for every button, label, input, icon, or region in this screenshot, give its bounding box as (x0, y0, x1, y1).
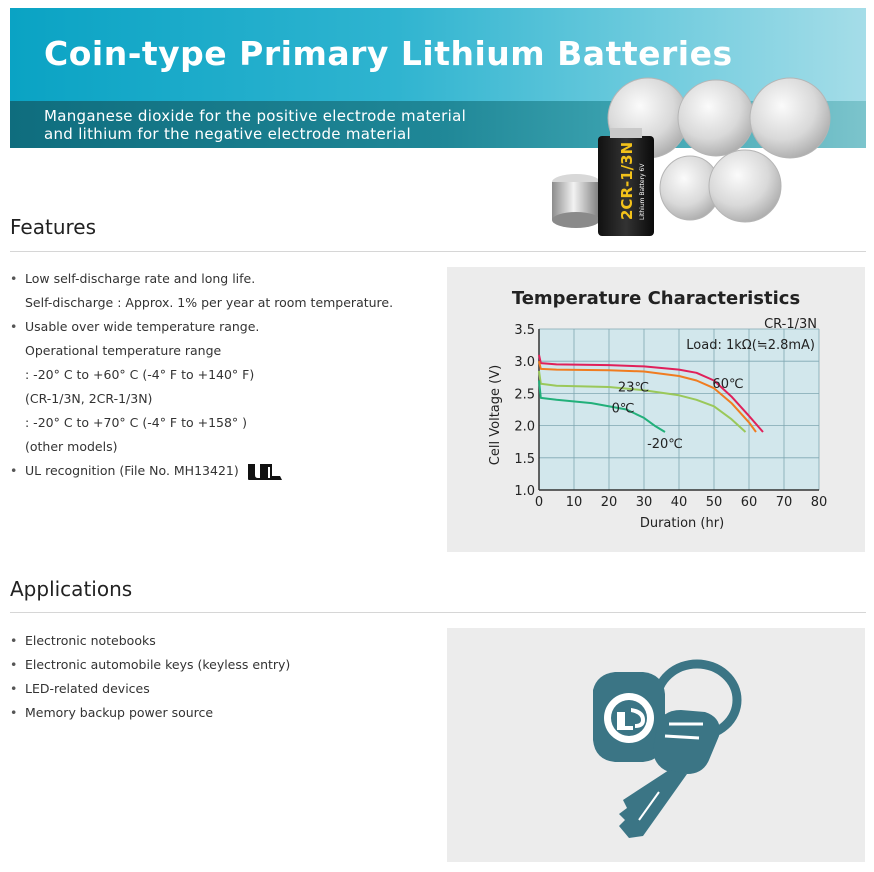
x-tick-label: 60 (740, 495, 758, 510)
chart-x-axis-label: Duration (hr) (639, 516, 725, 531)
chart-y-axis-label: Cell Voltage (V) (488, 364, 503, 466)
series-annotation: 0℃ (611, 401, 635, 417)
features-heading: Features (10, 215, 96, 239)
x-tick-label: 50 (705, 495, 723, 510)
feature-line-3: • Usable over wide temperature range. (10, 315, 393, 339)
feature-line-2: Self-discharge : Approx. 1% per year at room temperature. (25, 295, 394, 310)
chart-load-label: Load: 1kΩ(≒2.8mA) (686, 338, 815, 353)
feature-line-4: Operational temperature range (25, 343, 222, 358)
applications-heading: Applications (10, 577, 133, 601)
feature-line-7: : -20° C to +70° C (-4° F to +158° ) (25, 415, 248, 430)
series-annotation: -20℃ (647, 437, 683, 453)
coin-cell-2 (678, 80, 754, 156)
2cr-battery-terminal (610, 128, 642, 138)
y-tick-label: 2.5 (514, 387, 535, 403)
coin-cell-5 (709, 150, 781, 222)
feature-line-5: : -20° C to +60° C (-4° F to +140° F) (25, 367, 255, 382)
ul-recognition-text: UL recognition (File No. MH13421) (25, 463, 239, 478)
ul-recognition-icon (245, 461, 285, 483)
coin-cell-3 (750, 78, 830, 158)
application-item: • Electronic notebooks (10, 629, 290, 653)
applications-divider (10, 612, 866, 613)
x-tick-label: 70 (775, 495, 793, 510)
y-tick-label: 2.0 (514, 419, 535, 435)
x-tick-label: 10 (565, 495, 583, 510)
series-annotation: 60℃ (712, 377, 744, 393)
chart-panel (447, 267, 865, 552)
x-tick-label: 20 (600, 495, 618, 510)
2cr-battery-label: 2CR-1/3N (618, 141, 636, 220)
car-key-icon (447, 628, 865, 862)
applications-image-panel (447, 628, 865, 862)
y-tick-label: 3.0 (514, 355, 535, 371)
chart-grid (539, 329, 819, 490)
series-annotation: 23℃ (617, 380, 650, 396)
y-tick-label: 1.0 (514, 484, 535, 499)
x-tick-label: 80 (810, 495, 828, 510)
battery-product-image (540, 70, 870, 255)
feature-line-1: • Low self-discharge rate and long life. (10, 267, 393, 291)
features-list (10, 267, 393, 483)
x-tick-label: 30 (635, 495, 653, 510)
chart-title: Temperature Characteristics (511, 288, 801, 309)
features-divider (10, 251, 866, 252)
feature-line-6: (CR-1/3N, 2CR-1/3N) (25, 391, 153, 406)
page-title: Coin-type Primary Lithium Batteries (44, 34, 733, 73)
banner-subtitle-line-1: Manganese dioxide for the positive electrode material (44, 107, 467, 125)
banner-subtitle-line-2: and lithium for the negative electrode material (44, 125, 411, 143)
temperature-characteristics-chart (447, 267, 865, 552)
feature-line-9 (10, 459, 393, 483)
feature-line-8: (other models) (25, 439, 118, 454)
applications-list (10, 629, 290, 725)
x-tick-label: 40 (670, 495, 688, 510)
application-item: • LED-related devices (10, 677, 290, 701)
y-tick-label: 1.5 (514, 451, 535, 467)
application-item: • Electronic automobile keys (keyless entry) (10, 653, 290, 677)
2cr-battery-sublabel: Lithium Battery 6V (639, 163, 646, 220)
chart-model-label: CR-1/3N (764, 317, 817, 332)
application-item: • Memory backup power source (10, 701, 290, 725)
x-tick-label: 0 (534, 495, 544, 510)
cylinder-cell-bottom (552, 212, 600, 228)
banner-subtitle (44, 107, 466, 143)
y-tick-label: 3.5 (514, 323, 535, 338)
